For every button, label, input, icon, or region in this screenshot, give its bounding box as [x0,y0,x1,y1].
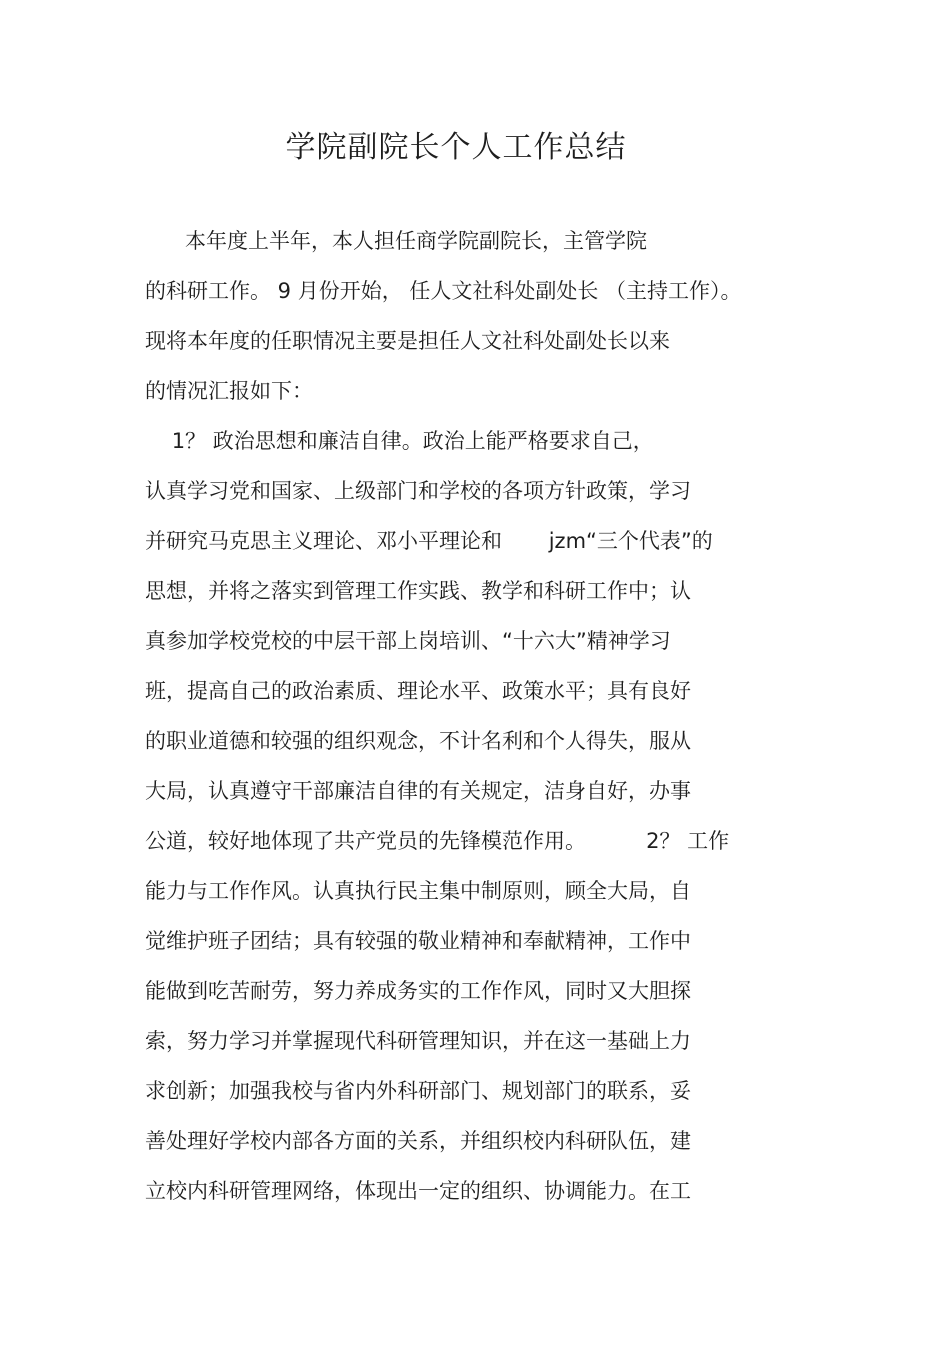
body-line: 能力与工作作风。认真执行民主集中制原则，顾全大局，自 [145,879,691,903]
body-line: 并研究马克思主义理论、邓小平理论和 jzm“三个代表”的 [145,529,713,553]
body-line: 觉维护班子团结；具有较强的敬业精神和奉献精神，工作中 [145,929,691,953]
body-line: 的科研工作。 9 月份开始， 任人文社科处副处长 （主持工作）。 [145,279,742,303]
body-line: 班，提高自己的政治素质、理论水平、政策水平；具有良好 [145,679,691,703]
body-line: 大局，认真遵守干部廉洁自律的有关规定，洁身自好，办事 [145,779,691,803]
body-line: 真参加学校党校的中层干部上岗培训、“十六大”精神学习 [145,629,671,653]
body-line: 求创新；加强我校与省内外科研部门、规划部门的联系，妥 [145,1079,691,1103]
body-line: 现将本年度的任职情况主要是担任人文社科处副处长以来 [145,329,670,353]
body-line: 能做到吃苦耐劳，努力养成务实的工作作风，同时又大胆探 [145,979,691,1003]
body-line: 本年度上半年，本人担任商学院副院长，主管学院 [145,229,648,253]
body-line: 的情况汇报如下： [145,379,313,403]
body-line: 索，努力学习并掌握现代科研管理知识，并在这一基础上力 [145,1029,691,1053]
body-line: 认真学习党和国家、上级部门和学校的各项方针政策，学习 [145,479,691,503]
body-line: 的职业道德和较强的组织观念，不计名利和个人得失，服从 [145,729,691,753]
body-line: 思想，并将之落实到管理工作实践、教学和科研工作中；认 [145,579,691,603]
body-line: 立校内科研管理网络，体现出一定的组织、协调能力。在工 [145,1179,691,1203]
document-title: 学院副院长个人工作总结 [285,130,627,165]
body-line: 公道，较好地体现了共产党员的先锋模范作用。 2？ 工作 [145,829,730,853]
body-line: 1？ 政治思想和廉洁自律。政治上能严格要求自己， [145,429,654,453]
body-line: 善处理好学校内部各方面的关系，并组织校内科研队伍，建 [145,1129,691,1153]
